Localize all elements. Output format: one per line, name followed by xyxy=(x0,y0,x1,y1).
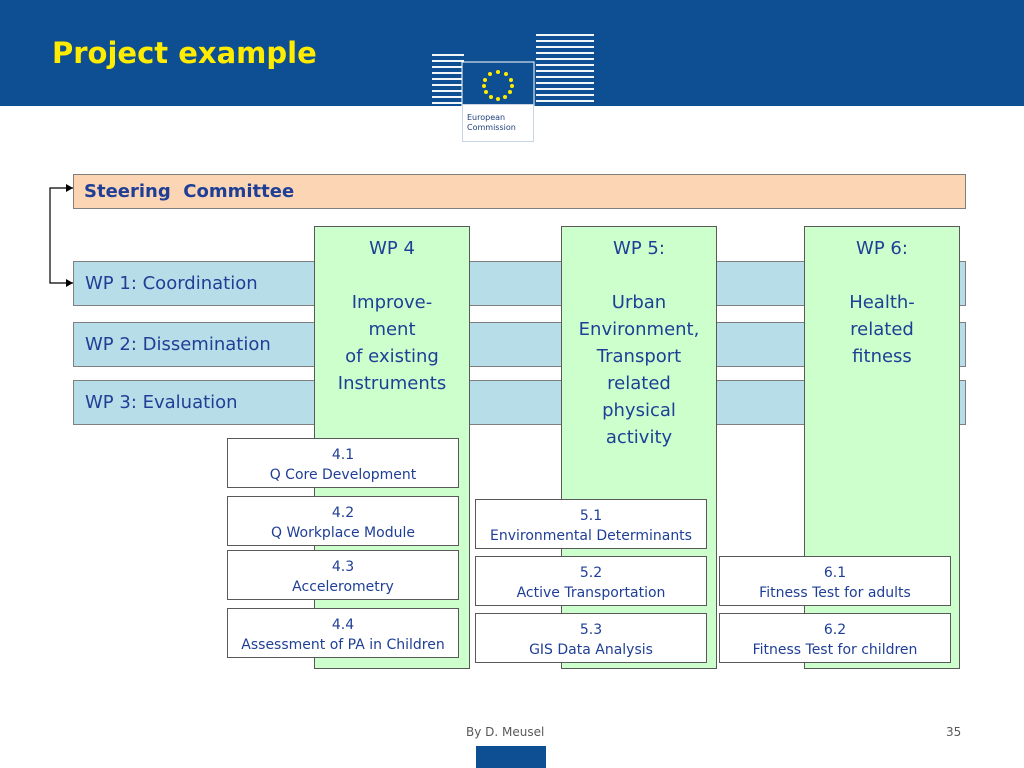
task-number: 5.2 xyxy=(579,565,603,581)
task-label: Accelerometry xyxy=(292,579,394,595)
wp2-row: WP 2: Dissemination xyxy=(73,322,966,367)
steering-committee-box: Steering Committee xyxy=(73,174,966,209)
wp5-text-line: Urban xyxy=(611,292,667,313)
task-label: Fitness Test for children xyxy=(752,642,918,658)
wp5-text-line: activity xyxy=(605,427,673,448)
wp6-text-line: fitness xyxy=(852,346,912,367)
task-5-3-box xyxy=(475,613,707,663)
task-number: 4.4 xyxy=(331,617,355,633)
wp4-text-line: of existing xyxy=(345,346,439,367)
task-label: GIS Data Analysis xyxy=(529,642,653,658)
arrow-head-icon xyxy=(66,184,73,192)
task-number: 6.1 xyxy=(823,565,847,581)
task-label: Q Workplace Module xyxy=(271,525,415,541)
wp5-text-line: Transport xyxy=(596,346,682,367)
task-4-4-box xyxy=(227,608,459,658)
task-number: 5.3 xyxy=(579,622,603,638)
wp5-text-line: Environment, xyxy=(578,319,700,340)
wp1-row: WP 1: Coordination xyxy=(73,261,966,306)
wp4-heading: WP 4 xyxy=(369,238,415,259)
wp6-text-line: related xyxy=(850,319,914,340)
wp6-heading: WP 6: xyxy=(856,238,908,259)
task-number: 4.3 xyxy=(331,559,355,575)
wp5-heading: WP 5: xyxy=(613,238,665,259)
task-5-2-box xyxy=(475,556,707,606)
wp6-text-line: Health- xyxy=(849,292,915,313)
task-number: 4.2 xyxy=(331,505,355,521)
task-label: Active Transportation xyxy=(516,585,666,601)
task-4-3-box xyxy=(227,550,459,600)
task-4-2-box xyxy=(227,496,459,546)
wp4-text-line: ment xyxy=(368,319,416,340)
task-4-1-box xyxy=(227,438,459,488)
footer-color-block xyxy=(476,746,546,768)
footer-author: By D. Meusel xyxy=(466,725,545,739)
task-number: 5.1 xyxy=(579,508,603,524)
logo-text-line: European xyxy=(467,113,506,122)
page-number: 35 xyxy=(946,725,962,739)
task-label: Q Core Development xyxy=(269,467,417,483)
task-6-2-box xyxy=(719,613,951,663)
task-6-1-box xyxy=(719,556,951,606)
wp4-text-line: Improve- xyxy=(351,292,433,313)
task-label: Environmental Determinants xyxy=(490,528,692,544)
wp5-text-line: physical xyxy=(602,400,676,421)
arrow-head-icon xyxy=(66,279,73,287)
task-number: 4.1 xyxy=(331,447,355,463)
slide-title: Project example xyxy=(52,36,317,70)
task-5-1-box xyxy=(475,499,707,549)
task-number: 6.2 xyxy=(823,622,847,638)
logo-text-line: Commission xyxy=(467,123,516,132)
wp4-text-line: Instruments xyxy=(337,373,447,394)
wp5-text-line: related xyxy=(607,373,671,394)
task-label: Assessment of PA in Children xyxy=(241,637,445,653)
task-label: Fitness Test for adults xyxy=(759,585,911,601)
wp3-row: WP 3: Evaluation xyxy=(73,380,966,425)
